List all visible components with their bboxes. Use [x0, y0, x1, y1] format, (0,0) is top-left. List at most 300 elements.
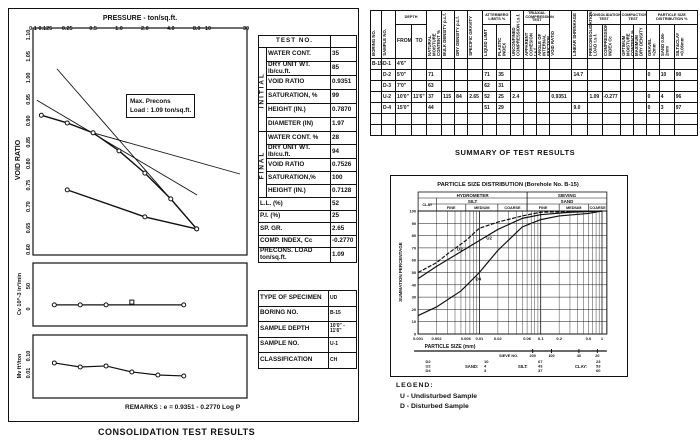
summary-cell	[674, 125, 697, 136]
summary-cell	[659, 114, 674, 125]
cv-axis-title: Cv 10^-3 in²/min	[17, 272, 23, 316]
table-row	[259, 198, 357, 211]
data-point-rebound	[195, 227, 199, 231]
header-ll	[483, 25, 497, 59]
y-tick-label: 1.10	[26, 29, 32, 41]
summary-cell: 96	[674, 92, 697, 103]
summary-cell	[524, 92, 537, 103]
summary-cell: 71	[483, 70, 497, 81]
summary-cell: 3	[659, 103, 674, 114]
composition-clay: 23	[596, 359, 601, 364]
summary-cell	[455, 103, 468, 114]
sieve-number: 20	[595, 354, 600, 358]
summary-cell	[550, 125, 572, 136]
summary-cell	[468, 103, 483, 114]
summary-cell	[511, 59, 524, 70]
summary-cell	[674, 81, 697, 92]
property-label: P.I. (%)	[259, 210, 331, 223]
remarks	[125, 404, 240, 411]
summary-cell	[588, 59, 602, 70]
summary-cell	[511, 114, 524, 125]
property-value: 2.65	[331, 223, 357, 236]
summary-cell: 7'0"	[396, 81, 412, 92]
y-tick-label: 0.90	[26, 115, 32, 127]
summary-cell	[371, 103, 382, 114]
specimen-label: BORING NO.	[259, 306, 329, 322]
summary-cell	[524, 125, 537, 136]
band-hydrometer: HYDROMETER	[456, 193, 489, 198]
summary-title: SUMMARY OF TEST RESULTS	[455, 148, 576, 157]
y-tick-label: 70	[411, 245, 417, 251]
summary-cell	[412, 59, 427, 70]
header-sample	[382, 11, 396, 59]
summary-cell	[412, 125, 427, 136]
property-value: 35	[331, 48, 357, 62]
summary-cell	[633, 59, 646, 70]
mv-line	[54, 363, 183, 376]
legend-title: LEGEND:	[396, 382, 434, 389]
table-row	[259, 132, 357, 145]
summary-cell	[483, 125, 497, 136]
x-tick-label: 0.1	[537, 336, 544, 341]
property-value: 99	[331, 90, 357, 104]
summary-cell	[382, 114, 396, 125]
y-tick-label: 0.70	[26, 201, 32, 212]
mv-point	[156, 373, 160, 377]
summary-cell	[524, 114, 537, 125]
y-tick-label: 40	[411, 282, 417, 288]
header-omc	[620, 25, 633, 59]
x-tick-label: 0.1	[29, 26, 37, 32]
x-tick-label: 1	[600, 336, 604, 341]
table-row	[371, 70, 698, 81]
summary-cell	[427, 125, 442, 136]
specimen-value: 10'0" - 11'6"	[329, 322, 357, 338]
summary-cell	[646, 59, 659, 70]
summary-cell	[537, 70, 550, 81]
composition-clay: 60	[596, 368, 601, 374]
header-triaxial: TRIAXIAL COMPRESSION TEST	[524, 11, 550, 25]
property-value: 25	[331, 210, 357, 223]
summary-cell	[511, 70, 524, 81]
header-psd: PARTICLE SIZE DISTRIBUTION %	[646, 11, 697, 25]
mv-tick-label: 0.10	[26, 350, 32, 362]
specimen-label: CLASSIFICATION	[259, 353, 329, 369]
property-value: 85	[331, 62, 357, 76]
mv-point	[78, 365, 82, 369]
summary-cell	[620, 59, 633, 70]
summary-cell	[572, 92, 588, 103]
summary-cell	[588, 114, 602, 125]
header-omc-text: OPTIMUM MOISTURE CONTENT %	[620, 30, 635, 56]
summary-cell	[633, 81, 646, 92]
header-bulk	[442, 11, 455, 59]
specimen-table	[258, 290, 357, 369]
summary-cell: 14.7	[572, 70, 588, 81]
summary-cell	[537, 103, 550, 114]
summary-cell	[550, 81, 572, 92]
data-point-loading	[143, 171, 147, 175]
summary-cell	[371, 70, 382, 81]
header-cohesion-text: APPARENT COHESION t.s.f.	[524, 32, 539, 56]
header-dry-text: DRY DENSITY p.c.f.	[455, 16, 461, 56]
y-tick-label: 100	[409, 208, 417, 214]
data-point-loading	[39, 113, 43, 117]
composition-sample: D2	[425, 359, 431, 364]
construction-line	[93, 133, 240, 174]
summary-cell	[371, 114, 382, 125]
header-dry	[455, 11, 468, 59]
header-precons	[588, 11, 602, 59]
header-moisture-text: NATURAL MOISTURE CONTENT %	[427, 30, 442, 56]
summary-cell	[412, 70, 427, 81]
table-row	[259, 118, 357, 132]
header-gravel	[646, 25, 659, 59]
x-tick-label: 0.001	[413, 336, 424, 341]
series-line-loading	[41, 115, 196, 229]
data-point-loading	[65, 121, 69, 125]
specimen-value: U-1	[329, 337, 357, 353]
summary-cell	[442, 59, 455, 70]
test-properties-table	[258, 35, 357, 263]
data-point-loading	[117, 149, 121, 153]
specimen-label: TYPE OF SPECIMEN	[259, 291, 329, 307]
band-silt: SILT	[467, 199, 478, 204]
psd-curve-label: D2	[457, 246, 463, 252]
band-sand: SAND	[560, 199, 574, 204]
sieve-number: 200	[529, 354, 536, 358]
property-value: 0.7870	[331, 104, 357, 118]
legend-item-disturbed: D - Disturbed Sample	[400, 403, 469, 411]
summary-cell	[524, 81, 537, 92]
summary-cell	[620, 114, 633, 125]
y-tick-label: 0.60	[26, 244, 32, 255]
property-label: SP. GR.	[259, 223, 331, 236]
composition-sample: D4	[425, 368, 431, 374]
y-tick-label: 30	[411, 294, 417, 300]
x-tick-label: 0.6	[585, 336, 592, 341]
property-label: WATER CONT.	[267, 48, 331, 62]
x-axis-title: PRESSURE - ton/sq.ft.	[102, 15, 178, 22]
summary-cell: 10	[659, 70, 674, 81]
x-tick-label: 0.2	[556, 336, 562, 341]
composition-silt-label: SILT:	[518, 364, 528, 369]
header-cc	[602, 25, 620, 59]
summary-cell	[537, 125, 550, 136]
property-label: DRY UNIT WT. lb/cu.ft.	[267, 62, 331, 76]
test-no-label: TEST NO.	[259, 36, 331, 48]
composition-silt: 43	[538, 363, 543, 369]
table-row	[371, 103, 698, 114]
table-row	[371, 92, 698, 103]
x-axis-title: PARTICLE SIZE (mm)	[424, 344, 476, 350]
summary-cell	[412, 103, 427, 114]
x-tick-label: 0.01	[475, 336, 484, 341]
header-mdd-text: MAXIMUM DRY DENSITY	[633, 27, 644, 56]
summary-cell: 2.4	[511, 92, 524, 103]
summary-cell	[674, 114, 697, 125]
mv-point	[104, 364, 108, 368]
composition-clay-label: CLAY:	[575, 364, 588, 369]
summary-cell	[602, 81, 620, 92]
summary-cell	[412, 81, 427, 92]
table-row	[371, 11, 698, 25]
summary-cell: 84	[455, 92, 468, 103]
table-row	[259, 322, 357, 338]
header-sample-text: SAMPLE NO.	[382, 29, 388, 56]
summary-cell	[633, 103, 646, 114]
cv-tick-label: 0	[26, 307, 32, 311]
x-tick-label: 30	[242, 26, 250, 32]
summary-cell: 37	[427, 92, 442, 103]
y-tick-label: 80	[411, 233, 417, 239]
summary-cell	[468, 70, 483, 81]
mv-plot-area	[33, 335, 247, 398]
legend	[396, 381, 477, 413]
summary-cell	[427, 114, 442, 125]
summary-cell	[602, 103, 620, 114]
summary-cell	[620, 81, 633, 92]
summary-cell: 44	[427, 103, 442, 114]
property-label: HEIGHT (IN.)	[267, 185, 331, 198]
specimen-value: UD	[329, 291, 357, 307]
property-label: SATURATION,%	[267, 172, 331, 185]
y-tick-label: 0.80	[26, 158, 32, 170]
header-precons-text: PRECONSOLIDATION LOAD t.s.f.	[588, 11, 598, 56]
composition-sample: U2	[425, 363, 431, 369]
cv-point	[78, 303, 82, 307]
summary-cell	[602, 59, 620, 70]
summary-cell	[483, 114, 497, 125]
summary-cell: D-3	[382, 81, 396, 92]
summary-cell: 35	[497, 70, 511, 81]
cv-point	[104, 303, 108, 307]
summary-cell	[497, 114, 511, 125]
summary-cell	[468, 81, 483, 92]
composition-sand: 4	[484, 363, 487, 369]
property-label: DIAMETER (IN)	[267, 118, 331, 132]
summary-cell: 51	[483, 103, 497, 114]
summary-cell	[646, 114, 659, 125]
summary-cell	[550, 103, 572, 114]
summary-cell	[602, 125, 620, 136]
summary-cell: U-2	[382, 92, 396, 103]
x-tick-label: 0.25	[61, 26, 73, 32]
summary-cell: 0.9351	[550, 92, 572, 103]
band-sub-label: FINE	[446, 206, 456, 210]
mv-tick-label: 0.01	[26, 367, 32, 379]
x-tick-label: 0.06	[523, 336, 531, 341]
header-boring	[371, 11, 382, 59]
property-value: 1.97	[331, 118, 357, 132]
table-row	[259, 104, 357, 118]
header-shrinkage	[572, 11, 588, 59]
property-label: SATURATION, %	[267, 90, 331, 104]
header-pi-text: PLASTIC INDEX	[497, 37, 507, 56]
summary-cell: 5'0"	[396, 70, 412, 81]
summary-cell	[646, 81, 659, 92]
table-row	[259, 223, 357, 236]
summary-cell	[511, 103, 524, 114]
summary-cell	[674, 59, 697, 70]
consolidation-title: CONSOLIDATION TEST RESULTS	[98, 427, 256, 437]
summary-cell: 0	[646, 92, 659, 103]
summary-cell	[371, 125, 382, 136]
y-tick-label: 0.65	[26, 222, 32, 234]
band-sub-label: CLAY	[422, 203, 433, 207]
composition-sand: 3	[484, 368, 487, 374]
particle-chart-title: PARTICLE SIZE DISTRIBUTION (Borehole No. B-15)	[437, 182, 579, 188]
mv-axis-title: Mv ft²/ton	[17, 353, 23, 379]
header-sand-text: SAND 0.06-2mm	[659, 32, 670, 56]
y-tick-label: 20	[411, 306, 417, 312]
cv-point	[182, 303, 186, 307]
property-label: WATER CONT. %	[267, 132, 331, 145]
summary-cell	[620, 92, 633, 103]
property-value: 52	[331, 198, 357, 211]
table-row	[259, 159, 357, 172]
remarks-label: REMARKS :	[125, 404, 162, 411]
mv-point	[52, 361, 56, 365]
summary-cell	[455, 59, 468, 70]
header-pi	[497, 25, 511, 59]
header-boring-text: BORING NO.	[371, 29, 376, 56]
property-value: -0.2770	[331, 235, 357, 248]
table-row	[371, 81, 698, 92]
summary-cell	[396, 125, 412, 136]
band-sub-label: MEDIUM	[474, 206, 490, 210]
table-row	[259, 62, 357, 76]
summary-cell	[442, 103, 455, 114]
summary-cell: 9.0	[572, 103, 588, 114]
header-cc-text: COMPRESSION INDEX Cc	[602, 23, 613, 56]
mv-point	[182, 374, 186, 378]
property-value: 0.7526	[331, 159, 357, 172]
header-cohesion	[524, 25, 537, 59]
property-value: 0.9351	[331, 76, 357, 90]
property-value: 0.7128	[331, 185, 357, 198]
summary-cell: 29	[497, 103, 511, 114]
table-row	[259, 90, 357, 104]
table-row	[371, 114, 698, 125]
summary-cell: D-1	[382, 59, 396, 70]
property-label: PRECONS. LOAD ton/sq.ft.	[259, 248, 331, 262]
summary-cell: 52	[483, 92, 497, 103]
y-tick-label: 1.05	[26, 51, 32, 62]
property-value: 28	[331, 132, 357, 145]
header-sand	[659, 25, 674, 59]
summary-cell	[468, 114, 483, 125]
table-row	[259, 76, 357, 90]
precons-line-2: Load : 1.09 ton/sq.ft.	[130, 107, 192, 115]
summary-cell	[537, 114, 550, 125]
composition-sand: 10	[484, 359, 489, 364]
header-from: FROM	[396, 25, 412, 59]
summary-cell	[455, 125, 468, 136]
summary-table	[370, 10, 698, 136]
summary-cell	[468, 125, 483, 136]
summary-cell	[455, 81, 468, 92]
data-point-loading	[91, 131, 95, 135]
summary-cell	[588, 70, 602, 81]
header-moisture	[427, 11, 442, 59]
summary-cell	[572, 81, 588, 92]
header-compaction: COMPACTION TEST	[620, 11, 646, 25]
property-label: L.L. (%)	[259, 198, 331, 211]
y-axis-title: VOID RATIO	[15, 139, 22, 181]
table-row	[259, 48, 357, 62]
specimen-value: B-15	[329, 306, 357, 322]
remarks-equation: e = 0.9351 - 0.2770 Log P	[163, 404, 241, 411]
specimen-value: CH	[329, 353, 357, 369]
summary-cell	[659, 81, 674, 92]
header-angle	[537, 25, 550, 59]
table-row	[259, 291, 357, 307]
table-row	[259, 172, 357, 185]
summary-cell	[646, 125, 659, 136]
table-row	[259, 306, 357, 322]
y-tick-label: 0.75	[26, 179, 32, 191]
header-gravel-text: GRAVEL >2mm	[646, 38, 657, 56]
header-sg-text: SPECIFIC GRAVITY	[468, 16, 474, 56]
summary-cell	[659, 125, 674, 136]
property-label: DRY UNIT WT. lb/cu.ft.	[267, 145, 331, 159]
summary-cell	[588, 81, 602, 92]
sieve-number: 100	[548, 354, 555, 358]
data-point-loading	[169, 197, 173, 201]
band-sub-label: COARSE	[504, 206, 521, 210]
band-sub-label: COARSE	[589, 206, 606, 210]
band-sieving: SIEVING	[557, 193, 577, 198]
summary-cell	[633, 70, 646, 81]
sieve-label: SIEVE NO.	[499, 354, 519, 358]
summary-cell	[442, 125, 455, 136]
summary-cell	[524, 59, 537, 70]
y-tick-label: 90	[411, 220, 417, 226]
header-void-text: VOID RATIO	[550, 31, 556, 56]
summary-cell: 2.65	[468, 92, 483, 103]
table-row	[259, 145, 357, 159]
summary-cell	[511, 125, 524, 136]
specimen-label: SAMPLE NO.	[259, 337, 329, 353]
table-row	[259, 36, 357, 48]
summary-cell: 71	[427, 70, 442, 81]
summary-cell	[511, 81, 524, 92]
precons-line-1: Max. Precons	[130, 98, 171, 105]
final-label: FINAL	[259, 132, 267, 198]
table-row	[259, 185, 357, 198]
property-label: COMP. INDEX, Cc	[259, 235, 331, 248]
header-angle-text: ANGLE OF INTERNAL FRICTION	[537, 33, 552, 56]
summary-cell	[524, 103, 537, 114]
summary-cell	[572, 59, 588, 70]
composition-silt: 37	[538, 368, 543, 374]
psd-curve-label: U2	[486, 235, 493, 241]
series-line-rebound	[67, 190, 196, 229]
table-row	[259, 235, 357, 248]
summary-cell: 115	[442, 92, 455, 103]
header-consolidation: CONSOLIDATION TEST	[588, 11, 620, 25]
x-tick-label: 0.02	[493, 336, 502, 341]
header-to: TO	[412, 25, 427, 59]
cv-plot-area	[33, 263, 247, 326]
summary-cell: 90	[674, 70, 697, 81]
y-tick-label: 60	[411, 257, 417, 263]
summary-cell	[633, 114, 646, 125]
table-row	[259, 353, 357, 369]
table-row	[259, 248, 357, 262]
header-ucs	[511, 11, 524, 59]
